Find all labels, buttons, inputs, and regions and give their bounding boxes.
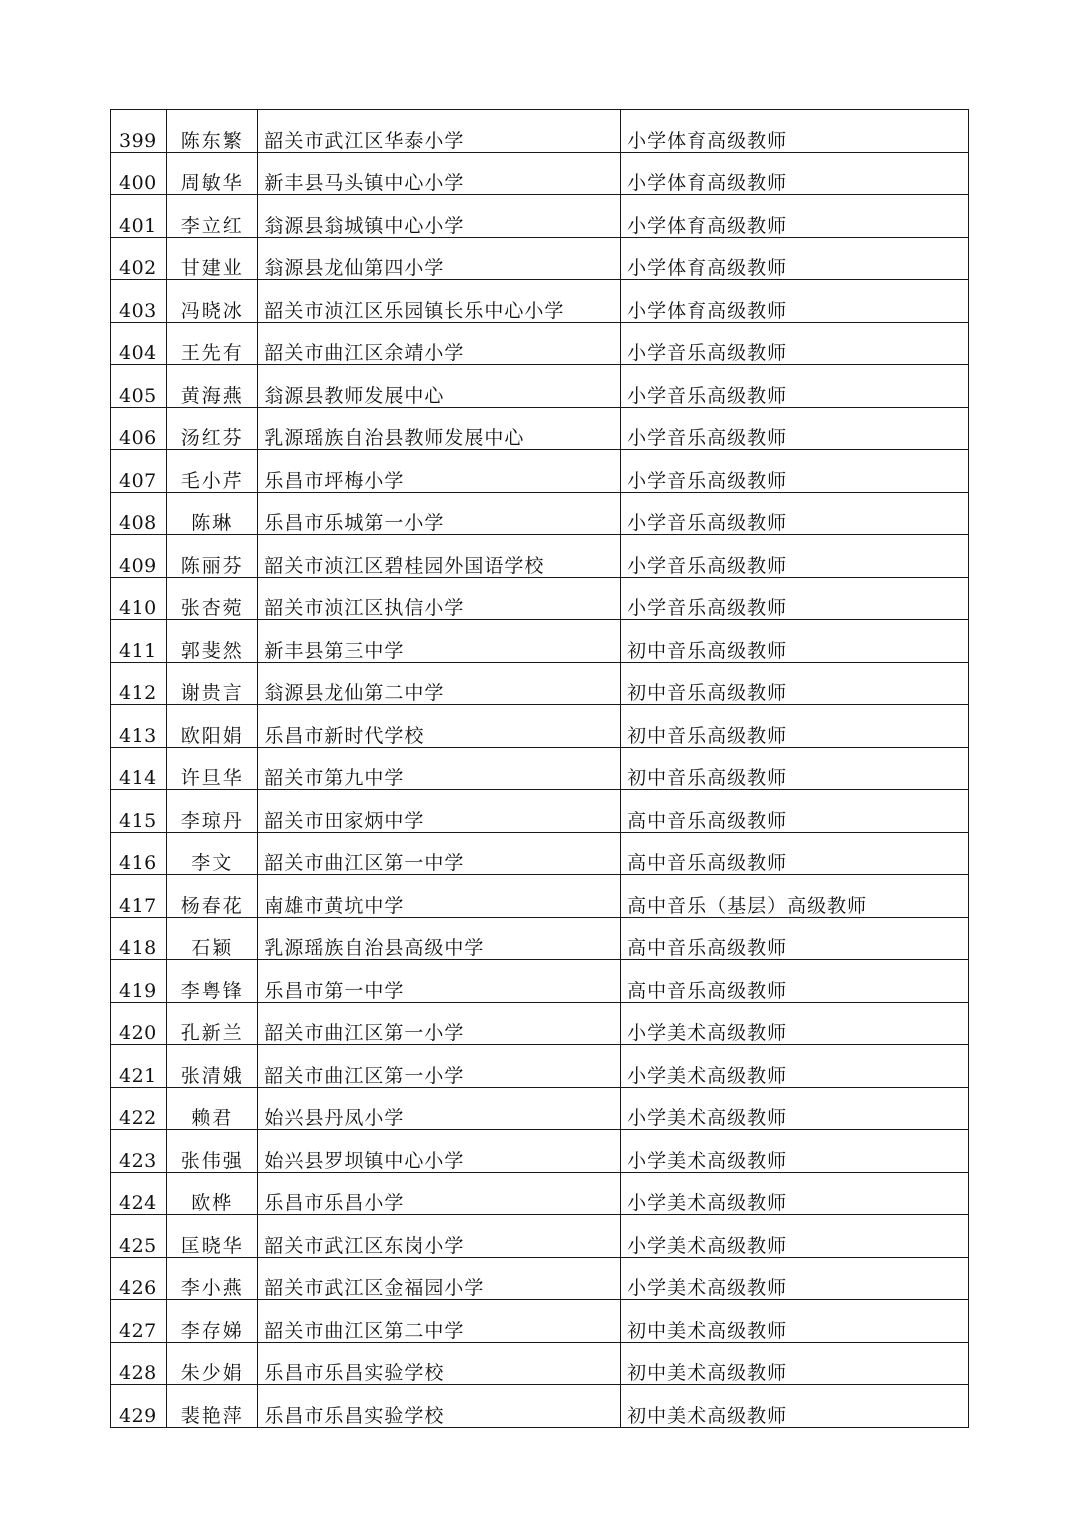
- table-row: [111, 917, 969, 960]
- table-row: [111, 1087, 969, 1130]
- row-number-cell: 422: [111, 1087, 167, 1130]
- person-name-cell: 石颖: [167, 917, 258, 960]
- table-row: [111, 110, 969, 153]
- work-unit-cell: 乐昌市乐昌实验学校: [258, 1385, 621, 1428]
- qualification-title-cell: 小学体育高级教师: [621, 280, 969, 323]
- work-unit-cell: 乐昌市坪梅小学: [258, 450, 621, 493]
- work-unit-cell: 韶关市曲江区余靖小学: [258, 322, 621, 365]
- qualification-title-cell: 小学音乐高级教师: [621, 492, 969, 535]
- qualification-title-cell: 初中音乐高级教师: [621, 705, 969, 748]
- qualification-title-cell: 高中音乐高级教师: [621, 832, 969, 875]
- work-unit-cell: 新丰县马头镇中心小学: [258, 152, 621, 195]
- qualification-title-cell: 小学音乐高级教师: [621, 365, 969, 408]
- table-row: [111, 875, 969, 918]
- work-unit-cell: 翁源县翁城镇中心小学: [258, 195, 621, 238]
- qualification-title-cell: 高中音乐（基层）高级教师: [621, 875, 969, 918]
- work-unit-cell: 韶关市浈江区碧桂园外国语学校: [258, 535, 621, 578]
- work-unit-cell: 南雄市黄坑中学: [258, 875, 621, 918]
- work-unit-cell: 乐昌市第一中学: [258, 960, 621, 1003]
- row-number-cell: 415: [111, 790, 167, 833]
- row-number-cell: 425: [111, 1215, 167, 1258]
- table-row: [111, 365, 969, 408]
- person-name-cell: 李文: [167, 832, 258, 875]
- qualification-title-cell: 小学音乐高级教师: [621, 450, 969, 493]
- person-name-cell: 黄海燕: [167, 365, 258, 408]
- qualification-title-cell: 初中美术高级教师: [621, 1385, 969, 1428]
- row-number-cell: 405: [111, 365, 167, 408]
- qualification-title-cell: 小学体育高级教师: [621, 195, 969, 238]
- qualification-title-cell: 小学美术高级教师: [621, 1045, 969, 1088]
- qualification-title-cell: 初中音乐高级教师: [621, 662, 969, 705]
- person-name-cell: 许旦华: [167, 747, 258, 790]
- qualification-title-cell: 小学美术高级教师: [621, 1215, 969, 1258]
- work-unit-cell: 韶关市武江区东岗小学: [258, 1215, 621, 1258]
- row-number-cell: 418: [111, 917, 167, 960]
- roster-table-body: [111, 110, 969, 1428]
- table-row: [111, 1130, 969, 1173]
- person-name-cell: 李立红: [167, 195, 258, 238]
- table-row: [111, 450, 969, 493]
- row-number-cell: 417: [111, 875, 167, 918]
- person-name-cell: 欧桦: [167, 1172, 258, 1215]
- table-row: [111, 1257, 969, 1300]
- qualification-title-cell: 小学美术高级教师: [621, 1257, 969, 1300]
- work-unit-cell: 新丰县第三中学: [258, 620, 621, 663]
- row-number-cell: 408: [111, 492, 167, 535]
- qualification-title-cell: 小学音乐高级教师: [621, 577, 969, 620]
- person-name-cell: 汤红芬: [167, 407, 258, 450]
- work-unit-cell: 韶关市田家炳中学: [258, 790, 621, 833]
- work-unit-cell: 韶关市曲江区第二中学: [258, 1300, 621, 1343]
- work-unit-cell: 韶关市曲江区第一小学: [258, 1002, 621, 1045]
- roster-table: [110, 109, 969, 1428]
- qualification-title-cell: 初中美术高级教师: [621, 1300, 969, 1343]
- person-name-cell: 周敏华: [167, 152, 258, 195]
- qualification-title-cell: 高中音乐高级教师: [621, 790, 969, 833]
- row-number-cell: 426: [111, 1257, 167, 1300]
- table-row: [111, 960, 969, 1003]
- qualification-title-cell: 小学美术高级教师: [621, 1172, 969, 1215]
- table-row: [111, 237, 969, 280]
- row-number-cell: 409: [111, 535, 167, 578]
- row-number-cell: 421: [111, 1045, 167, 1088]
- work-unit-cell: 韶关市浈江区乐园镇长乐中心小学: [258, 280, 621, 323]
- row-number-cell: 412: [111, 662, 167, 705]
- table-row: [111, 832, 969, 875]
- person-name-cell: 郭斐然: [167, 620, 258, 663]
- work-unit-cell: 乐昌市新时代学校: [258, 705, 621, 748]
- work-unit-cell: 乐昌市乐昌小学: [258, 1172, 621, 1215]
- row-number-cell: 428: [111, 1342, 167, 1385]
- row-number-cell: 419: [111, 960, 167, 1003]
- table-row: [111, 620, 969, 663]
- row-number-cell: 427: [111, 1300, 167, 1343]
- work-unit-cell: 韶关市浈江区执信小学: [258, 577, 621, 620]
- person-name-cell: 陈东繁: [167, 110, 258, 153]
- person-name-cell: 欧阳娟: [167, 705, 258, 748]
- row-number-cell: 401: [111, 195, 167, 238]
- qualification-title-cell: 小学美术高级教师: [621, 1087, 969, 1130]
- work-unit-cell: 始兴县丹凤小学: [258, 1087, 621, 1130]
- table-row: [111, 1172, 969, 1215]
- person-name-cell: 甘建业: [167, 237, 258, 280]
- table-row: [111, 492, 969, 535]
- work-unit-cell: 翁源县龙仙第四小学: [258, 237, 621, 280]
- person-name-cell: 李琼丹: [167, 790, 258, 833]
- qualification-title-cell: 小学体育高级教师: [621, 152, 969, 195]
- person-name-cell: 赖君: [167, 1087, 258, 1130]
- work-unit-cell: 乐昌市乐昌实验学校: [258, 1342, 621, 1385]
- work-unit-cell: 韶关市曲江区第一中学: [258, 832, 621, 875]
- qualification-title-cell: 小学美术高级教师: [621, 1002, 969, 1045]
- person-name-cell: 陈丽芬: [167, 535, 258, 578]
- table-row: [111, 195, 969, 238]
- row-number-cell: 429: [111, 1385, 167, 1428]
- person-name-cell: 匡晓华: [167, 1215, 258, 1258]
- work-unit-cell: 乳源瑶族自治县高级中学: [258, 917, 621, 960]
- row-number-cell: 400: [111, 152, 167, 195]
- qualification-title-cell: 小学体育高级教师: [621, 110, 969, 153]
- qualification-title-cell: 小学音乐高级教师: [621, 407, 969, 450]
- row-number-cell: 404: [111, 322, 167, 365]
- person-name-cell: 张杏菀: [167, 577, 258, 620]
- qualification-title-cell: 小学音乐高级教师: [621, 322, 969, 365]
- work-unit-cell: 乐昌市乐城第一小学: [258, 492, 621, 535]
- table-row: [111, 577, 969, 620]
- qualification-title-cell: 初中音乐高级教师: [621, 747, 969, 790]
- row-number-cell: 414: [111, 747, 167, 790]
- row-number-cell: 416: [111, 832, 167, 875]
- table-row: [111, 280, 969, 323]
- table-row: [111, 790, 969, 833]
- person-name-cell: 毛小芹: [167, 450, 258, 493]
- table-row: [111, 152, 969, 195]
- work-unit-cell: 乳源瑶族自治县教师发展中心: [258, 407, 621, 450]
- row-number-cell: 406: [111, 407, 167, 450]
- table-row: [111, 1385, 969, 1428]
- table-row: [111, 662, 969, 705]
- row-number-cell: 403: [111, 280, 167, 323]
- person-name-cell: 李小燕: [167, 1257, 258, 1300]
- person-name-cell: 陈琳: [167, 492, 258, 535]
- person-name-cell: 张伟强: [167, 1130, 258, 1173]
- person-name-cell: 张清娥: [167, 1045, 258, 1088]
- row-number-cell: 411: [111, 620, 167, 663]
- table-row: [111, 322, 969, 365]
- work-unit-cell: 翁源县教师发展中心: [258, 365, 621, 408]
- qualification-title-cell: 小学美术高级教师: [621, 1130, 969, 1173]
- person-name-cell: 孔新兰: [167, 1002, 258, 1045]
- person-name-cell: 朱少娟: [167, 1342, 258, 1385]
- qualification-title-cell: 小学音乐高级教师: [621, 535, 969, 578]
- table-row: [111, 705, 969, 748]
- work-unit-cell: 韶关市曲江区第一小学: [258, 1045, 621, 1088]
- table-row: [111, 1342, 969, 1385]
- row-number-cell: 413: [111, 705, 167, 748]
- row-number-cell: 410: [111, 577, 167, 620]
- row-number-cell: 423: [111, 1130, 167, 1173]
- row-number-cell: 424: [111, 1172, 167, 1215]
- person-name-cell: 裴艳萍: [167, 1385, 258, 1428]
- row-number-cell: 420: [111, 1002, 167, 1045]
- table-row: [111, 747, 969, 790]
- table-row: [111, 1215, 969, 1258]
- person-name-cell: 李存娣: [167, 1300, 258, 1343]
- work-unit-cell: 翁源县龙仙第二中学: [258, 662, 621, 705]
- table-row: [111, 535, 969, 578]
- qualification-title-cell: 高中音乐高级教师: [621, 960, 969, 1003]
- table-row: [111, 1002, 969, 1045]
- person-name-cell: 谢贵言: [167, 662, 258, 705]
- work-unit-cell: 韶关市第九中学: [258, 747, 621, 790]
- row-number-cell: 402: [111, 237, 167, 280]
- person-name-cell: 李粤锋: [167, 960, 258, 1003]
- table-row: [111, 1045, 969, 1088]
- row-number-cell: 407: [111, 450, 167, 493]
- table-row: [111, 1300, 969, 1343]
- person-name-cell: 冯晓冰: [167, 280, 258, 323]
- person-name-cell: 杨春花: [167, 875, 258, 918]
- row-number-cell: 399: [111, 110, 167, 153]
- qualification-title-cell: 初中音乐高级教师: [621, 620, 969, 663]
- qualification-title-cell: 小学体育高级教师: [621, 237, 969, 280]
- person-name-cell: 王先有: [167, 322, 258, 365]
- qualification-title-cell: 高中音乐高级教师: [621, 917, 969, 960]
- qualification-title-cell: 初中美术高级教师: [621, 1342, 969, 1385]
- work-unit-cell: 韶关市武江区华泰小学: [258, 110, 621, 153]
- work-unit-cell: 韶关市武江区金福园小学: [258, 1257, 621, 1300]
- work-unit-cell: 始兴县罗坝镇中心小学: [258, 1130, 621, 1173]
- table-row: [111, 407, 969, 450]
